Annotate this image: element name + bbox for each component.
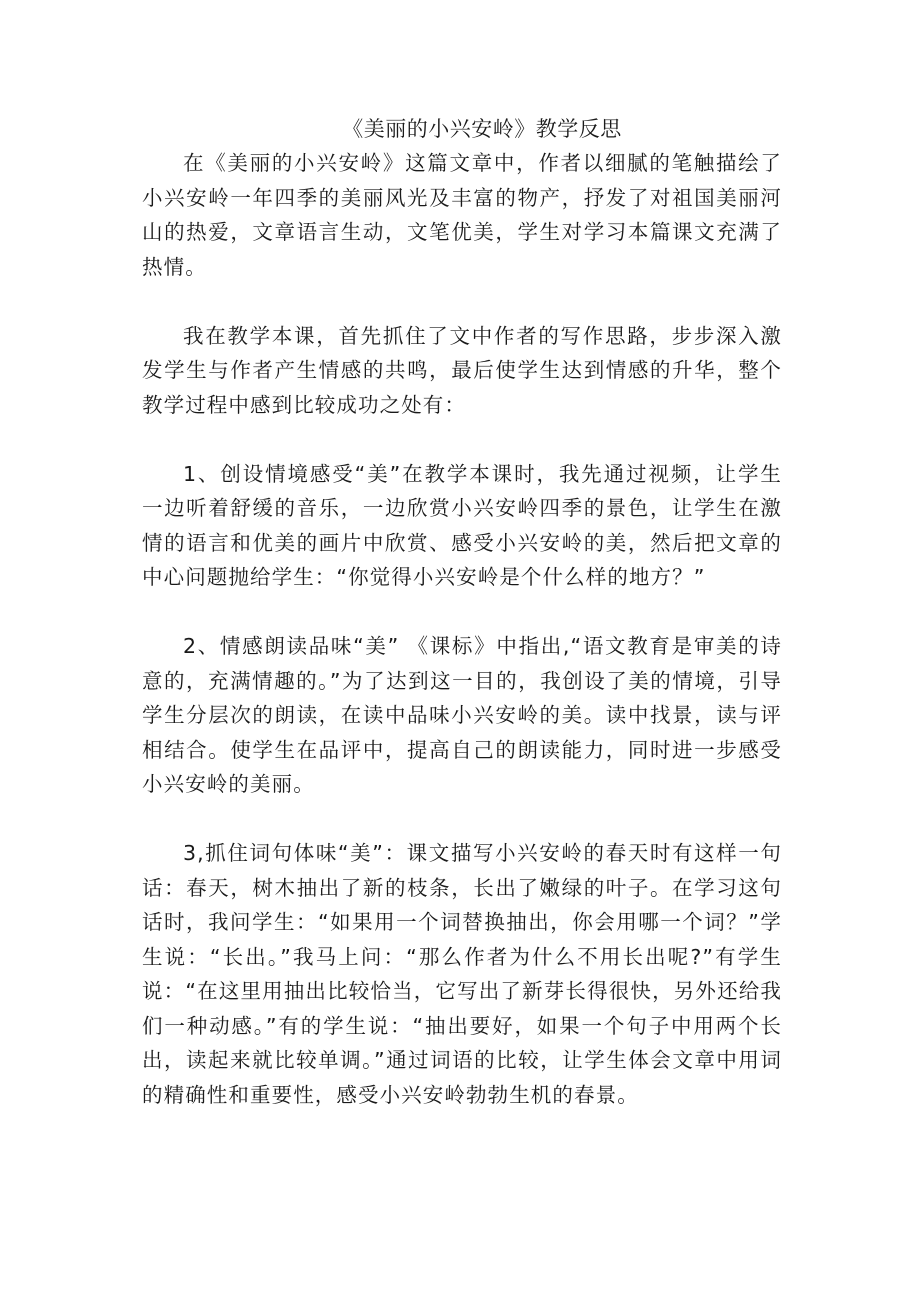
document-title: 《美丽的小兴安岭》教学反思 <box>342 117 622 141</box>
paragraph-spacer <box>142 284 782 319</box>
paragraph-point-3: 3,抓住词句体味“美”：课文描写小兴安岭的春天时有这样一句话：春天，树木抽出了新的枝条，长出了嫩绿的叶子。在学习这句话时，我问学生：“如果用一个词替换抽出，你会用哪一个词？”学生说：“长出。”我马上问：“那么作者为什么不用长出呢?”有学生说：“在这里用抽出比较恰当，它写出了新芽长得很快，另外还给我们一种动感。”有的学生说：“抽出要好，如果一个句子中用两个长出，读起来就比较单调。”通过词语的比较，让学生体会文章中用词的精确性和重要性，感受小兴安岭勃勃生机的春景。 <box>142 841 782 1107</box>
paragraph-point-1: 1、创设情境感受“美”在教学本课时，我先通过视频，让学生一边听着舒缓的音乐，一边欣赏小兴安岭四季的景色，让学生在激情的语言和优美的画片中欣赏、感受小兴安岭的美，然后把文章的中心问题抛给学生：“你觉得小兴安岭是个什么样的地方？” <box>142 461 782 589</box>
paragraph-approach: 我在教学本课，首先抓住了文中作者的写作思路，步步深入激发学生与作者产生情感的共鸣，最后使学生达到情感的升华，整个教学过程中感到比较成功之处有： <box>142 323 782 417</box>
paragraph-point-2: 2、情感朗读品味“美” 《课标》中指出,“语文教育是审美的诗意的，充满情趣的。”为了达到这一目的，我创设了美的情境，引导学生分层次的朗读，在读中品味小兴安岭的美。读中找景，读与评相结合。使学生在品评中，提高自己的朗读能力，同时进一步感受小兴安岭的美丽。 <box>142 634 782 796</box>
document-page <box>142 112 782 1112</box>
paragraph-intro: 在《美丽的小兴安岭》这篇文章中，作者以细腻的笔触描绘了小兴安岭一年四季的美丽风光及丰富的物产，抒发了对祖国美丽河山的热爱，文章语言生动，文笔优美，学生对学习本篇课文充满了热情。 <box>142 151 782 279</box>
paragraph-spacer <box>142 595 782 630</box>
paragraph-spacer <box>142 422 782 457</box>
paragraph-spacer <box>142 802 782 837</box>
